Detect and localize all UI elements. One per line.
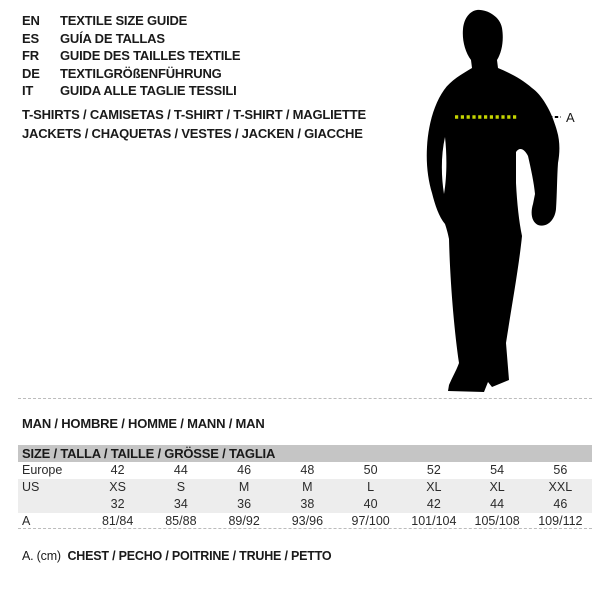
table-cell: 109/112 [538, 514, 583, 528]
row-label: US [22, 480, 40, 494]
language-row-es [22, 30, 240, 48]
table-cell: XXL [548, 480, 573, 494]
table-cell: 34 [173, 497, 188, 511]
footnote-prefix: A. (cm) [22, 549, 61, 563]
language-code: IT [22, 83, 34, 98]
size-table-body [18, 462, 592, 530]
size-table [18, 445, 592, 530]
language-row-it [22, 82, 240, 100]
footnote [22, 549, 331, 563]
language-list [22, 12, 240, 100]
row-label: A [22, 514, 31, 528]
language-row-en [22, 12, 240, 30]
table-cell: 46 [553, 497, 568, 511]
language-row-fr [22, 47, 240, 65]
language-row-de [22, 65, 240, 83]
table-cell: 89/92 [228, 514, 260, 528]
table-cell: XL [489, 480, 505, 494]
table-cell: L [367, 480, 375, 494]
table-cell: S [176, 480, 186, 494]
language-code: DE [22, 65, 40, 81]
language-code: ES [22, 30, 39, 46]
footnote-text: CHEST / PECHO / POITRINE / TRUHE / PETTO [67, 549, 332, 563]
table-cell: 97/100 [351, 514, 390, 528]
row-label: Europe [22, 463, 63, 477]
table-row [18, 462, 592, 479]
table-cell: 44 [173, 463, 188, 477]
section-title: MAN / HOMBRE / HOMME / MANN / MAN [22, 416, 265, 431]
table-cell: 36 [237, 497, 252, 511]
measure-label-a: A [566, 110, 575, 125]
table-row [18, 479, 592, 496]
table-cell: XL [426, 480, 442, 494]
table-cell: 52 [426, 463, 441, 477]
table-cell: 56 [553, 463, 568, 477]
table-cell: 38 [300, 497, 315, 511]
category-line-tshirts: T-SHIRTS / CAMISETAS / T-SHIRT / T-SHIRT / MAGLIETTE [22, 107, 366, 122]
table-cell: 105/108 [474, 514, 520, 528]
separator-line-bottom [18, 528, 592, 529]
table-cell: 54 [490, 463, 505, 477]
table-cell: M [302, 480, 313, 494]
table-cell: 93/96 [291, 514, 324, 528]
table-cell: 42 [110, 463, 125, 477]
table-row [18, 496, 592, 513]
table-cell: XS [109, 480, 126, 494]
table-cell: 48 [300, 463, 315, 477]
table-cell: 81/84 [101, 514, 134, 528]
language-text: TEXTILGRÖßENFÜHRUNG [60, 65, 222, 81]
table-cell: 101/104 [411, 514, 457, 528]
table-cell: 32 [110, 497, 125, 511]
language-text: GUIDA ALLE TAGLIE TESSILI [60, 83, 237, 98]
row-label [18, 496, 86, 513]
category-line-jackets: JACKETS / CHAQUETAS / VESTES / JACKEN / GIACCHE [22, 126, 363, 141]
size-table-header: SIZE / TALLA / TAILLE / GRÖSSE / TAGLIA [18, 445, 592, 462]
table-cell: 46 [237, 463, 252, 477]
language-text: GUÍA DE TALLAS [60, 30, 165, 46]
man-figure [425, 5, 595, 392]
language-code: EN [22, 13, 40, 28]
separator-line-top [18, 398, 592, 399]
table-cell: 85/88 [165, 514, 197, 528]
language-text: TEXTILE SIZE GUIDE [60, 13, 188, 28]
man-silhouette [427, 10, 560, 392]
table-cell: 44 [490, 497, 505, 511]
table-cell: 42 [426, 497, 441, 511]
language-text: GUIDE DES TAILLES TEXTILE [60, 48, 241, 63]
table-cell: 50 [363, 463, 378, 477]
language-code: FR [22, 48, 39, 63]
man-silhouette-svg [425, 5, 595, 392]
table-cell: 40 [363, 497, 378, 511]
table-cell: M [238, 480, 250, 494]
category-lines [22, 105, 366, 143]
